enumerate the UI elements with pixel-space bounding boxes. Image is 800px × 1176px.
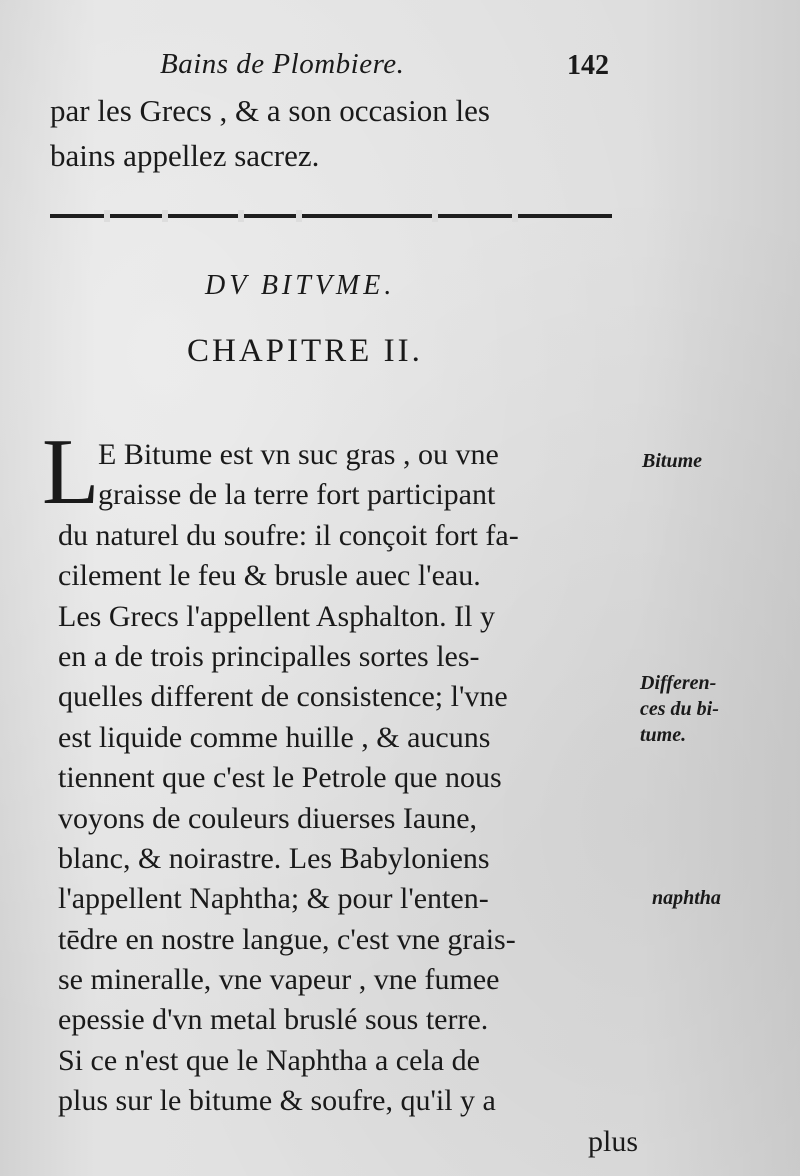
text-line: l'appellent Naphtha; & pour l'enten-: [58, 882, 489, 916]
margin-note-line: Differen-: [640, 672, 717, 694]
margin-note-naphtha: [652, 885, 721, 911]
page-number: 142: [567, 50, 609, 81]
text-line: tiennent que c'est le Petrole que nous: [58, 761, 502, 795]
divider-gap: [296, 210, 302, 222]
text-line: cilement le feu & brusle auec l'eau.: [58, 559, 481, 593]
text-line: est liquide comme huille , & aucuns: [58, 720, 491, 754]
divider-gap: [512, 210, 518, 222]
margin-note-line: Bitume: [642, 450, 703, 472]
margin-note-bitume: [642, 448, 702, 474]
section-divider: [50, 214, 612, 218]
continued-paragraph: [50, 88, 630, 178]
text-line: quelles different de consistence; l'vne: [58, 680, 508, 714]
margin-note-line: naphtha: [652, 887, 721, 909]
chapter-title: CHAPITRE II.: [187, 333, 423, 369]
catchword: plus: [587, 1124, 638, 1158]
margin-note-differences: [640, 670, 719, 748]
text-line: epessie d'vn metal bruslé sous terre.: [58, 1003, 489, 1037]
divider-gap: [162, 210, 168, 222]
divider-gap: [238, 210, 244, 222]
text-line: Les Grecs l'appellent Asphalton. Il y: [58, 599, 495, 633]
text-line: en a de trois principalles sortes les-: [58, 639, 480, 673]
text-line: E Bitume est vn suc gras , ou vne: [98, 438, 499, 471]
text-line: plus sur le bitume & soufre, qu'il y a: [58, 1084, 496, 1118]
text-line: du naturel du soufre: il conçoit fort fa-: [58, 518, 519, 552]
text-line: se mineralle, vne vapeur , vne fumee: [58, 963, 500, 997]
divider-gap: [432, 210, 438, 222]
margin-note-line: ces du bi-: [640, 698, 719, 720]
text-line: Si ce n'est que le Naphtha a cela de: [58, 1043, 480, 1077]
divider-gap: [104, 210, 110, 222]
text-line: tēdre en nostre langue, c'est vne grais-: [58, 922, 516, 956]
drop-cap: L: [42, 420, 100, 524]
text-line: graisse de la terre fort participant: [98, 478, 496, 512]
running-head: Bains de Plombiere.: [160, 48, 405, 80]
text-line: voyons de couleurs diuerses Iaune,: [58, 801, 478, 835]
text-line: bains appellez sacrez.: [50, 138, 320, 173]
text-line: par les Grecs , & a son occasion les: [50, 93, 490, 128]
body-paragraph: [58, 435, 638, 1162]
margin-note-line: tume.: [640, 724, 687, 746]
section-title: DV BITVME.: [205, 270, 396, 301]
text-line: blanc, & noirastre. Les Babyloniens: [58, 841, 490, 875]
